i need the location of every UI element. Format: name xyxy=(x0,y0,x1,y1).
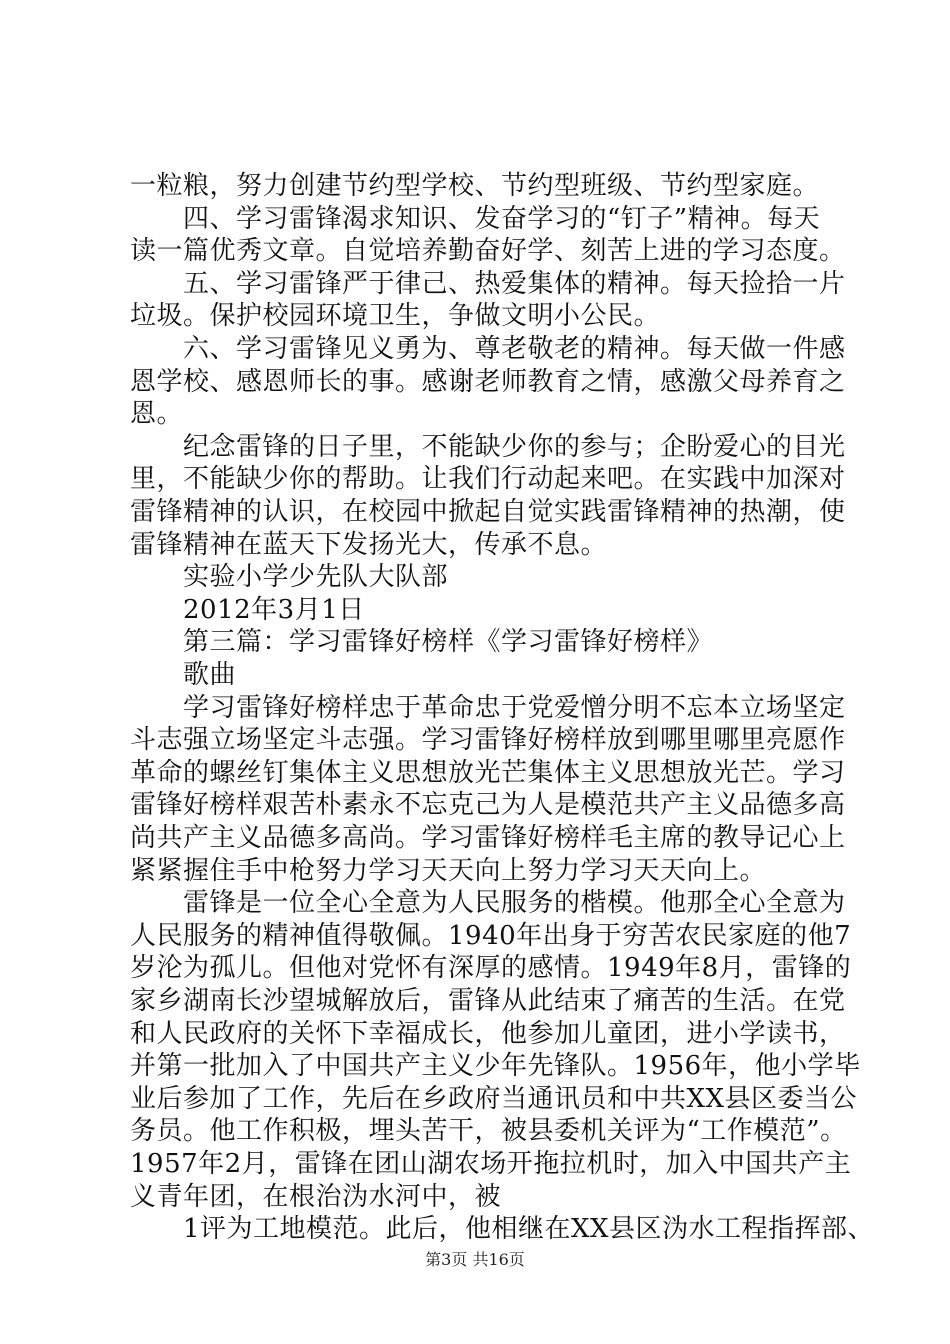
text-line: 纪念雷锋的日子里，不能缺少你的参与；企盼爱心的目光 xyxy=(130,431,846,462)
text-line: 雷锋好榜样艰苦朴素永不忘克己为人是模范共产主义品德多高 xyxy=(130,790,846,821)
page-footer: 第3页 共16页 xyxy=(425,1250,525,1269)
text-line: 并第一批加入了中国共产主义少年先锋队。1956年，他小学毕 xyxy=(130,1051,861,1082)
text-line: 垃圾。保护校园环境卫生，争做文明小公民。 xyxy=(130,301,661,332)
text-line: 务员。他工作积极，埋头苦干，被县委机关评为“工作模范”。 xyxy=(130,1116,847,1147)
text-line: 斗志强立场坚定斗志强。学习雷锋好榜样放到哪里哪里亮愿作 xyxy=(130,725,846,756)
text-line: 里，不能缺少你的帮助。让我们行动起来吧。在实践中加深对 xyxy=(130,464,846,495)
text-line: 六、学习雷锋见义勇为、尊老敬老的精神。每天做一件感 xyxy=(130,334,846,364)
text-line: 实验小学少先队大队部 xyxy=(130,562,449,593)
text-line: 2012年3月1日 xyxy=(130,594,365,625)
text-line: 恩。 xyxy=(130,399,184,430)
text-line: 家乡湖南长沙望城解放后，雷锋从此结束了痛苦的生活。在党 xyxy=(130,986,846,1016)
text-line: 革命的螺丝钉集体主义思想放光芒集体主义思想放光芒。学习 xyxy=(130,757,846,788)
text-line: 读一篇优秀文章。自觉培养勤奋好学、刻苦上进的学习态度。 xyxy=(130,236,846,267)
text-line: 岁沦为孤儿。但他对党怀有深厚的感情。1949年8月，雷锋的 xyxy=(130,953,852,984)
text-line: 学习雷锋好榜样忠于革命忠于党爱憎分明不忘本立场坚定 xyxy=(130,692,846,723)
text-line: 雷锋是一位全心全意为人民服务的楷模。他那全心全意为 xyxy=(130,888,846,919)
text-line: 人民服务的精神值得敬佩。1940年出身于穷苦农民家庭的他7 xyxy=(130,920,852,951)
text-line: 雷锋精神的认识，在校园中掀起自觉实践雷锋精神的热潮，使 xyxy=(130,497,846,527)
text-line: 和人民政府的关怀下幸福成长，他参加儿童团，进小学读书， xyxy=(130,1018,846,1049)
text-line: 尚共产主义品德多高尚。学习雷锋好榜样毛主席的教导记心上 xyxy=(130,823,846,853)
text-line: 恩学校、感恩师长的事。感谢老师教育之情，感激父母养育之 xyxy=(130,366,846,397)
text-line: 雷锋精神在蓝天下发扬光大，传承不息。 xyxy=(130,529,608,560)
text-line: 1957年2月，雷锋在团山湖农场开拖拉机时，加入中国共产主 xyxy=(130,1149,852,1179)
text-line: 义青年团，在根治沩水河中，被 xyxy=(130,1181,502,1212)
text-line: 五、学习雷锋严于律己、热爱集体的精神。每天捡拾一片 xyxy=(130,268,846,299)
text-line: 第三篇：学习雷锋好榜样《学习雷锋好榜样》 xyxy=(130,627,714,658)
text-line: 一粒粮，努力创建节约型学校、节约型班级、节约型家庭。 xyxy=(130,171,820,201)
text-line: 紧紧握住手中枪努力学习天天向上努力学习天天向上。 xyxy=(130,855,767,886)
text-line: 四、学习雷锋渴求知识、发奋学习的“钉子”精神。每天 xyxy=(130,203,821,234)
text-line: 1评为工地模范。此后，他相继在XX县区沩水工程指挥部、 xyxy=(130,1214,875,1245)
text-line: 歌曲 xyxy=(130,660,237,690)
text-line: 业后参加了工作，先后在乡政府当通讯员和中共XX县区委当公 xyxy=(130,1083,858,1114)
